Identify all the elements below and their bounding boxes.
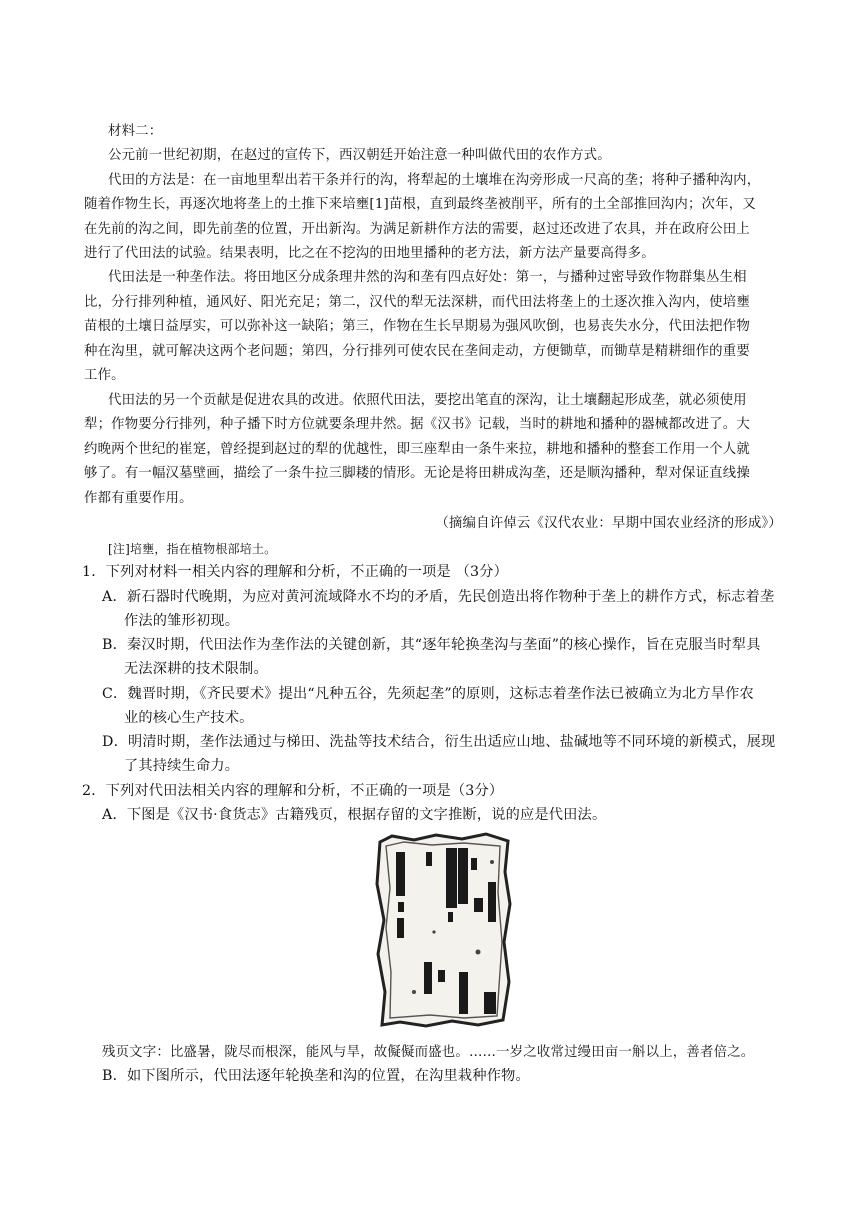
q2-option-b: B．如下图所示，代田法逐年轮换垄和沟的位置，在沟里栽种作物。 xyxy=(102,1068,530,1084)
material2-line: 作都有重要作用。 xyxy=(84,491,193,506)
material2-line: 在先前的沟之间，即先前垄的位置，开出新沟。为满足新耕作方法的需要，赵过还改进了农具，并在政府公田上 xyxy=(84,222,750,237)
material2-heading: 材料二： xyxy=(108,124,163,139)
material2-line: 犁；作物要分行排列，种子播下时方位就要条理井然。据《汉书》记载，当时的耕地和播种的器械都改进了。大 xyxy=(84,417,750,432)
material2-line: 工作。 xyxy=(84,368,125,383)
material-source: （摘编自许倬云《汉代农业：早期中国农业经济的形成》） xyxy=(435,516,782,531)
material2-line: 公元前一世纪初期，在赵过的宣传下，西汉朝廷开始注意一种叫做代田的农作方式。 xyxy=(108,148,611,163)
footnote: [注]培壅，指在植物根部培土。 xyxy=(108,542,277,556)
q1-option-a-cont: 作法的雏形初现。 xyxy=(124,613,240,629)
question-1-stem: 1．下列对材料一相关内容的理解和分析，不正确的一项是 （3分） xyxy=(82,564,509,580)
material2-line: 苗根的土壤日益厚实，可以弥补这一缺陷；第三，作物在生长早期易为强风吹倒，也易丧失水分，代田法把作物 xyxy=(84,319,750,334)
material2-line: 代田法是一种垄作法。将田地区分成条理井然的沟和垄有四点好处：第一，与播种过密导致作物群集丛生相 xyxy=(108,270,747,285)
q1-option-d: D．明清时期，垄作法通过与梯田、洗盐等技术结合，衍生出适应山地、盐碱地等不同环境的新模式，展现 xyxy=(102,734,776,750)
material2-line: 随着作物生长，再逐次地将垄上的土推下来培壅[1]苗根，直到最终垄被削平，所有的土全部推回沟内；次年，又 xyxy=(84,197,756,212)
q1-option-d-cont: 了其持续生命力。 xyxy=(124,758,240,774)
fragment-text: 残页文字：比盛暑，陇尽而根深，能风与旱，故儗儗而盛也。……一岁之收常过缦田亩一斛以上，善者倍之。 xyxy=(102,1045,755,1060)
material2-line: 进行了代田法的试验。结果表明，比之在不挖沟的田地里播种的老方法，新方法产量要高得多。 xyxy=(84,246,655,261)
material2-line: 约晚两个世纪的崔寔，曾经提到赵过的犁的优越性，即三座犁由一条牛来拉，耕地和播种的整套工作用一个人就 xyxy=(84,442,750,457)
q1-option-c: C．魏晋时期，《齐民要术》提出“凡种五谷，先须起垄”的原则，这标志着垄作法已被确立为北方旱作农 xyxy=(102,686,754,702)
q2-option-a: A．下图是《汉书·食货志》古籍残页，根据存留的文字推断，说的应是代田法。 xyxy=(102,807,607,823)
material2-line: 代田的方法是：在一亩地里犁出若干条并行的沟，将犁起的土壤堆在沟旁形成一尺高的垄；将种子播种沟内， xyxy=(108,173,761,188)
question-2-stem: 2．下列对代田法相关内容的理解和分析，不正确的一项是（3分） xyxy=(82,783,504,799)
q1-option-b-cont: 无法深耕的技术限制。 xyxy=(124,661,268,677)
material2-line: 代田法的另一个贡献是促进农具的改进。依照代田法，要挖出笔直的深沟，让土壤翻起形成垄，就必须使用 xyxy=(108,393,747,408)
material2-line: 比，分行排列种植，通风好、阳光充足；第二，汉代的犁无法深耕，而代田法将垄上的土逐次推入沟内，使培壅 xyxy=(84,295,750,310)
q1-option-c-cont: 业的核心生产技术。 xyxy=(124,710,254,726)
q1-option-b: B．秦汉时期，代田法作为垄作法的关键创新，其“逐年轮换垄沟与垄面”的核心操作，旨在克服当时犁具 xyxy=(102,637,761,653)
q1-option-a: A．新石器时代晚期，为应对黄河流域降水不均的矛盾，先民创造出将作物种于垄上的耕作方式，标志着垄 xyxy=(102,589,775,605)
material2-line: 种在沟里，就可解决这两个老问题；第四，分行排列可使农民在垄间走动，方便锄草，而锄草是精耕细作的重要 xyxy=(84,344,750,359)
material2-line: 够了。有一幅汉墓壁画，描绘了一条牛拉三脚耧的情形。无论是将田耕成沟垄，还是顺沟播种，犁对保证直线操 xyxy=(84,466,750,481)
ancient-book-fragment-image xyxy=(374,832,514,1028)
